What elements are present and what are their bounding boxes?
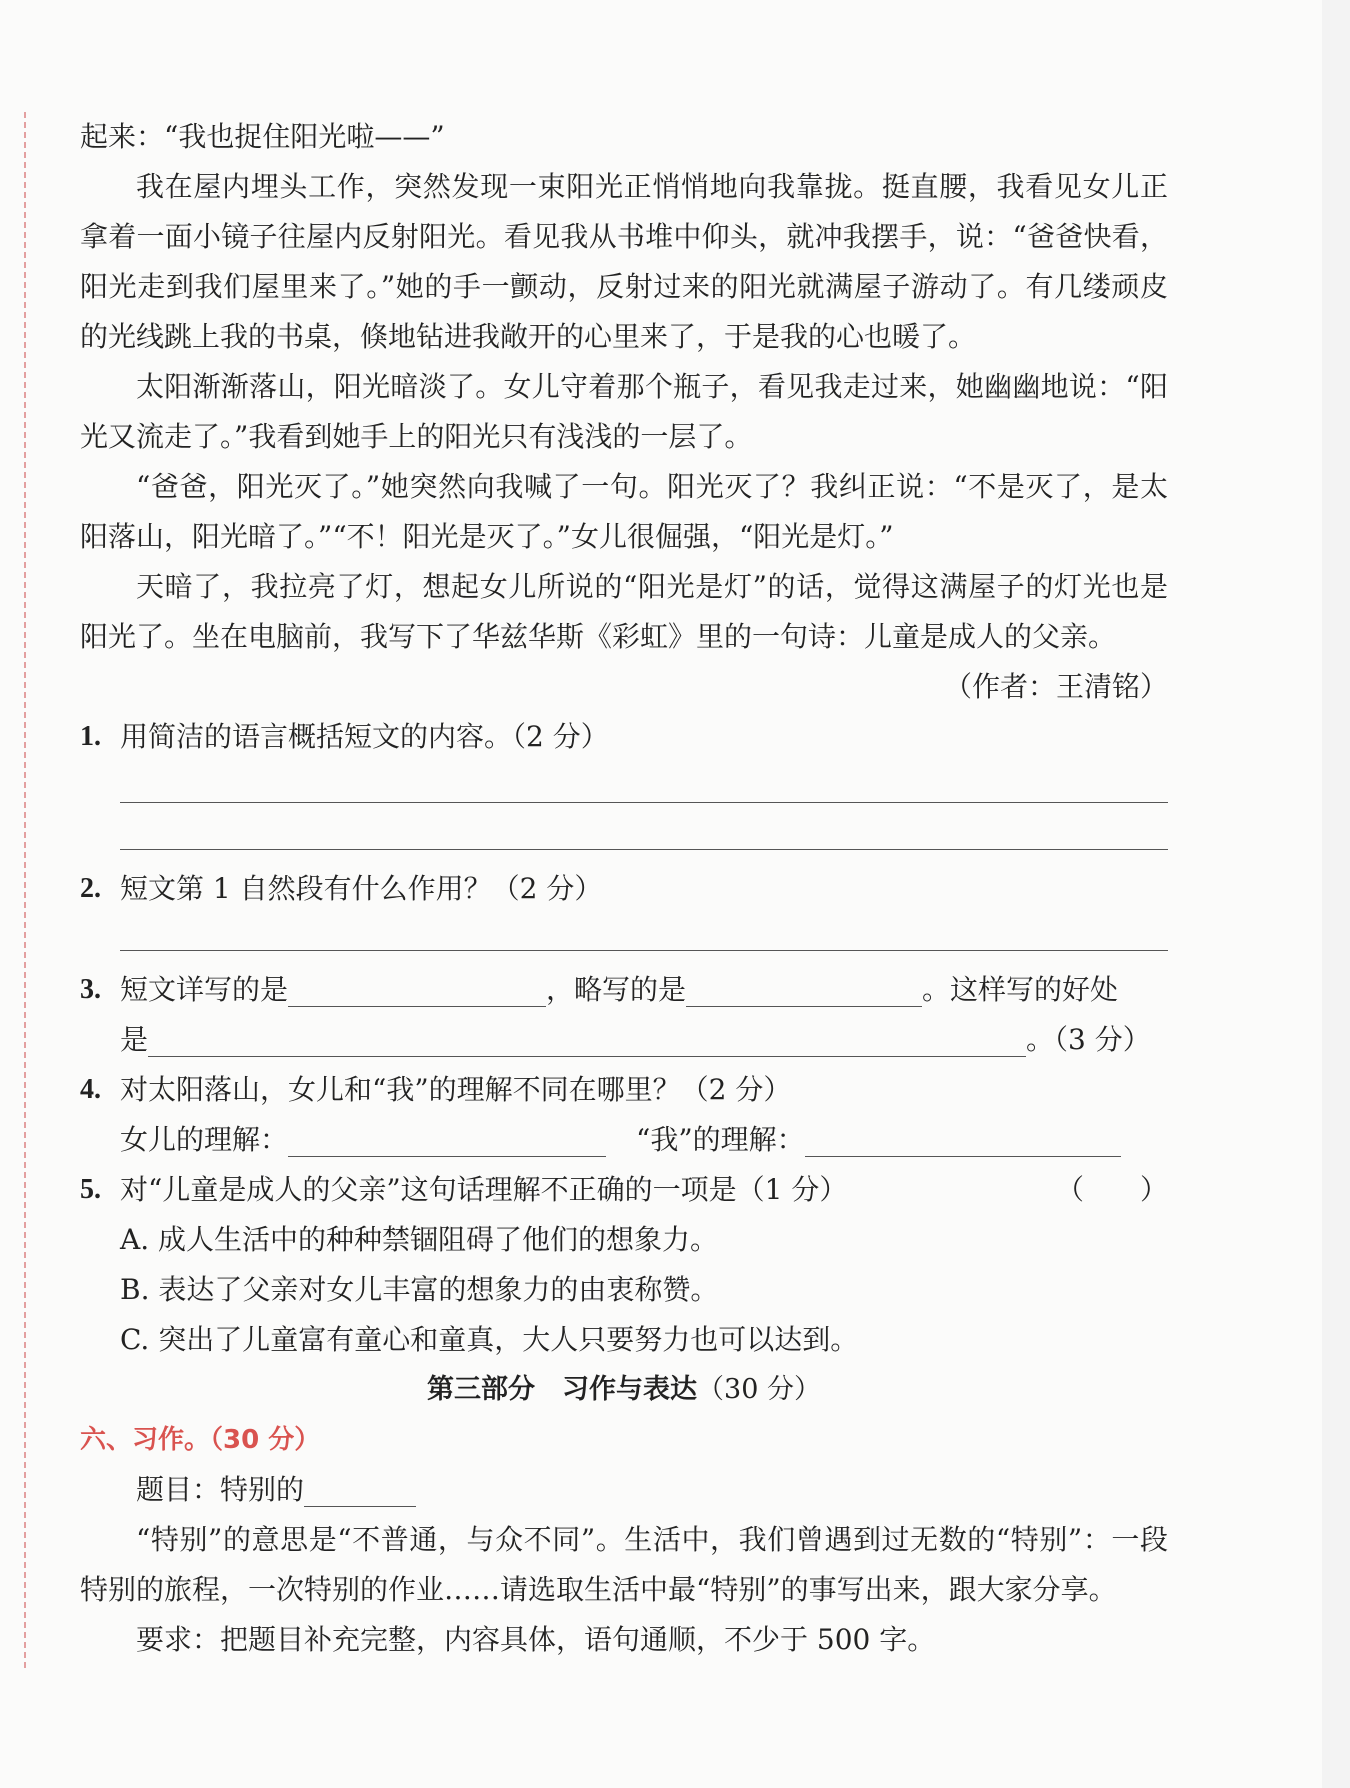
worksheet-content	[80, 112, 1168, 1665]
part-3-title-text: 第三部分 习作与表达	[427, 1374, 698, 1405]
question-3-number: 3.	[80, 974, 101, 1005]
question-5	[80, 1165, 1168, 1215]
question-1-answer-line-2[interactable]	[120, 803, 1168, 850]
writing-heading: 六、习作。（30 分）	[80, 1425, 321, 1455]
question-3-text-d: 是	[120, 1023, 149, 1056]
writing-intro: “特别”的意思是“不普通，与众不同”。生活中，我们曾遇到过无数的“特别”：一段特别的旅程，一次特别的作业……请选取生活中最“特别”的事写出来，跟大家分享。	[80, 1523, 1168, 1606]
passage-paragraph-2: 太阳渐渐落山，阳光暗淡了。女儿守着那个瓶子，看见我走过来，她幽幽地说：“阳光又流走了。”我看到她手上的阳光只有浅浅的一层了。	[80, 370, 1168, 453]
passage-author: （作者：王清铭）	[943, 670, 1168, 703]
question-5-text: 对“儿童是成人的父亲”这句话理解不正确的一项是（1 分）	[120, 1173, 848, 1206]
passage-paragraph-1: 我在屋内埋头工作，突然发现一束阳光正悄悄地向我靠拢。挺直腰，我看见女儿正拿着一面小镜子往屋内反射阳光。看见我从书堆中仰头，就冲我摆手，说：“爸爸快看，阳光走到我们屋里来了。”她的手一颤动，反射过来的阳光就满屋子游动了。有几缕顽皮的光线跳上我的书桌，倏地钻进我敞开的心里来了，于是我的心也暖了。	[80, 170, 1168, 353]
question-4-daughter-blank[interactable]	[288, 1120, 606, 1157]
question-3-text-b: ，略写的是	[546, 973, 687, 1006]
passage-paragraph-4: 天暗了，我拉亮了灯，想起女儿所说的“阳光是灯”的话，觉得这满屋子的灯光也是阳光了。坐在电脑前，我写下了华兹华斯《彩虹》里的一句诗：儿童是成人的父亲。	[80, 570, 1168, 653]
question-3-blank-benefit[interactable]	[148, 1020, 1026, 1057]
question-4	[80, 1065, 1168, 1115]
question-4-daughter-label: 女儿的理解：	[120, 1123, 289, 1156]
question-5-option-c: C. 突出了儿童富有童心和童真，大人只要努力也可以达到。	[120, 1323, 859, 1356]
question-5-answer-parentheses[interactable]: （ ）	[1055, 1173, 1168, 1206]
question-3-text-c: 。这样写的好处	[922, 973, 1119, 1006]
writing-requirement: 要求：把题目补充完整，内容具体，语句通顺，不少于 500 字。	[136, 1623, 936, 1656]
question-2-answer-line[interactable]	[120, 914, 1168, 951]
question-5-number: 5.	[80, 1174, 101, 1205]
question-3-blank-detailed[interactable]	[288, 970, 546, 1007]
question-2	[80, 864, 1168, 914]
question-2-number: 2.	[80, 873, 101, 904]
part-3-title	[80, 1365, 1168, 1415]
writing-topic-blank[interactable]	[304, 1470, 416, 1507]
binding-margin-line	[24, 112, 26, 1668]
question-1-number: 1.	[80, 721, 101, 752]
question-3-text-e: 。（3 分）	[1026, 1023, 1151, 1056]
question-1	[80, 712, 1168, 762]
question-3	[80, 965, 1168, 1015]
question-4-text: 对太阳落山，女儿和“我”的理解不同在哪里？（2 分）	[120, 1073, 792, 1106]
question-4-answers	[80, 1115, 1168, 1165]
passage-paragraph-3: “爸爸，阳光灭了。”她突然向我喊了一句。阳光灭了？我纠正说：“不是灭了，是太阳落山，阳光暗了。”“不！阳光是灭了。”女儿很倔强，“阳光是灯。”	[80, 470, 1168, 553]
question-1-text: 用简洁的语言概括短文的内容。（2 分）	[120, 720, 609, 753]
question-3-blank-brief[interactable]	[686, 970, 922, 1007]
writing-topic	[80, 1465, 1168, 1515]
writing-topic-text: 题目：特别的	[136, 1473, 305, 1506]
question-3-text-a: 短文详写的是	[120, 973, 289, 1006]
question-5-option-a: A. 成人生活中的种种禁锢阻碍了他们的想象力。	[120, 1223, 719, 1256]
question-4-number: 4.	[80, 1074, 101, 1105]
question-2-text: 短文第 1 自然段有什么作用？（2 分）	[120, 872, 603, 905]
passage-paragraph-0: 起来：“我也捉住阳光啦——”	[80, 120, 445, 153]
question-4-me-label: “我”的理解：	[636, 1123, 805, 1156]
question-5-option-b: B. 表达了父亲对女儿丰富的想象力的由衷称赞。	[120, 1273, 719, 1306]
question-3-line-2	[80, 1015, 1168, 1065]
question-4-me-blank[interactable]	[805, 1120, 1121, 1157]
question-1-answer-line-1[interactable]	[120, 762, 1168, 803]
part-3-score: （30 分）	[697, 1374, 821, 1405]
